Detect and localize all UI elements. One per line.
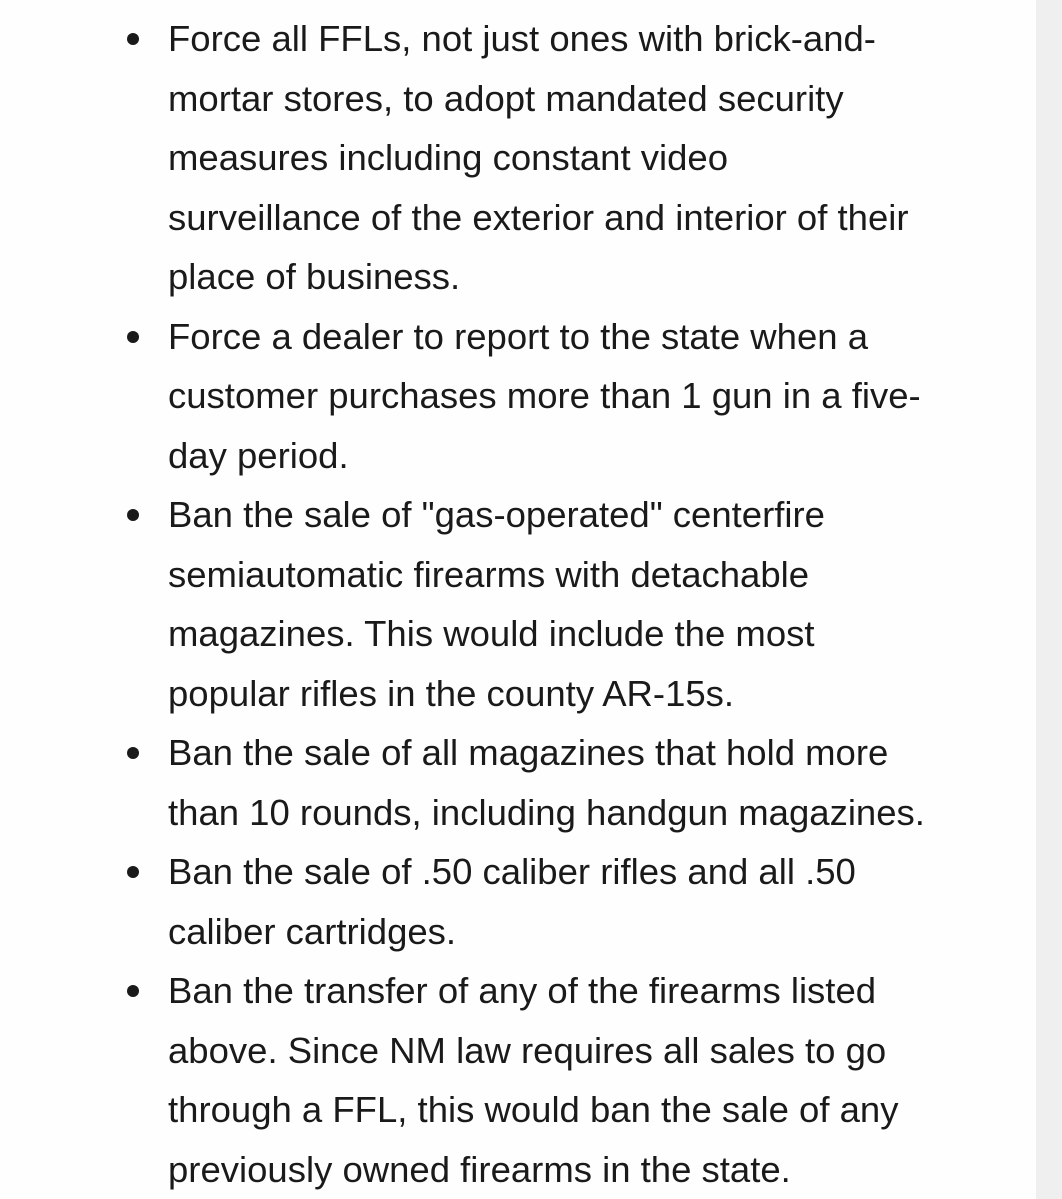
text-line: Ban the sale of .50 caliber rifles and all .50 — [168, 851, 856, 892]
text-line: Force a dealer to report to the state when a — [168, 315, 868, 357]
bullet-icon — [127, 985, 139, 997]
bullet-icon — [127, 509, 139, 521]
text-line: magazines. This would include the most — [168, 613, 815, 654]
list-item-ffl-security — [168, 9, 1003, 307]
text-line: place of business. — [168, 256, 461, 297]
list-item-transfer-ban — [168, 961, 1003, 1199]
bullet-icon — [127, 866, 139, 878]
bullet-icon — [127, 331, 139, 343]
right-edge-shade — [1036, 0, 1062, 1199]
text-line: customer purchases more than 1 gun in a five- — [168, 375, 921, 416]
text-line: Ban the sale of all magazines that hold more — [168, 732, 889, 773]
text-line: Ban the transfer of any of the firearms listed — [168, 970, 877, 1011]
list-item-50-caliber-ban — [168, 842, 1003, 961]
list-item-text — [168, 723, 1003, 842]
list-item-dealer-report — [168, 307, 1003, 486]
text-line: Force all FFLs, not just ones with brick-and- — [168, 18, 876, 59]
text-line: above. Since NM law requires all sales to go — [168, 1029, 887, 1071]
text-line: caliber cartridges. — [168, 910, 457, 952]
text-line: semiautomatic firearms with detachable — [168, 553, 810, 595]
text-line: measures including constant video — [168, 137, 728, 178]
bullet-icon — [127, 747, 139, 759]
text-line: mortar stores, to adopt mandated security — [168, 77, 844, 119]
text-line: than 10 rounds, including handgun magazines. — [168, 791, 925, 833]
list-item-magazine-ban — [168, 723, 1003, 842]
bullet-icon — [127, 33, 139, 45]
text-line: surveillance of the exterior and interior of their — [168, 196, 909, 238]
list-item-text — [168, 961, 1003, 1199]
list-item-text — [168, 485, 1003, 723]
list-item-text — [168, 307, 1003, 486]
text-line: Ban the sale of "gas-operated" centerfire — [168, 494, 825, 535]
text-line: through a FFL, this would ban the sale of any — [168, 1089, 899, 1130]
text-line: previously owned firearms in the state. — [168, 1148, 791, 1190]
text-line: popular rifles in the county AR-15s. — [168, 672, 735, 714]
list-item-text — [168, 9, 1003, 307]
list-item-text — [168, 842, 1003, 961]
list-item-gas-operated-ban — [168, 485, 1003, 723]
text-line: day period. — [168, 434, 349, 476]
bullet-list — [168, 9, 1003, 1199]
